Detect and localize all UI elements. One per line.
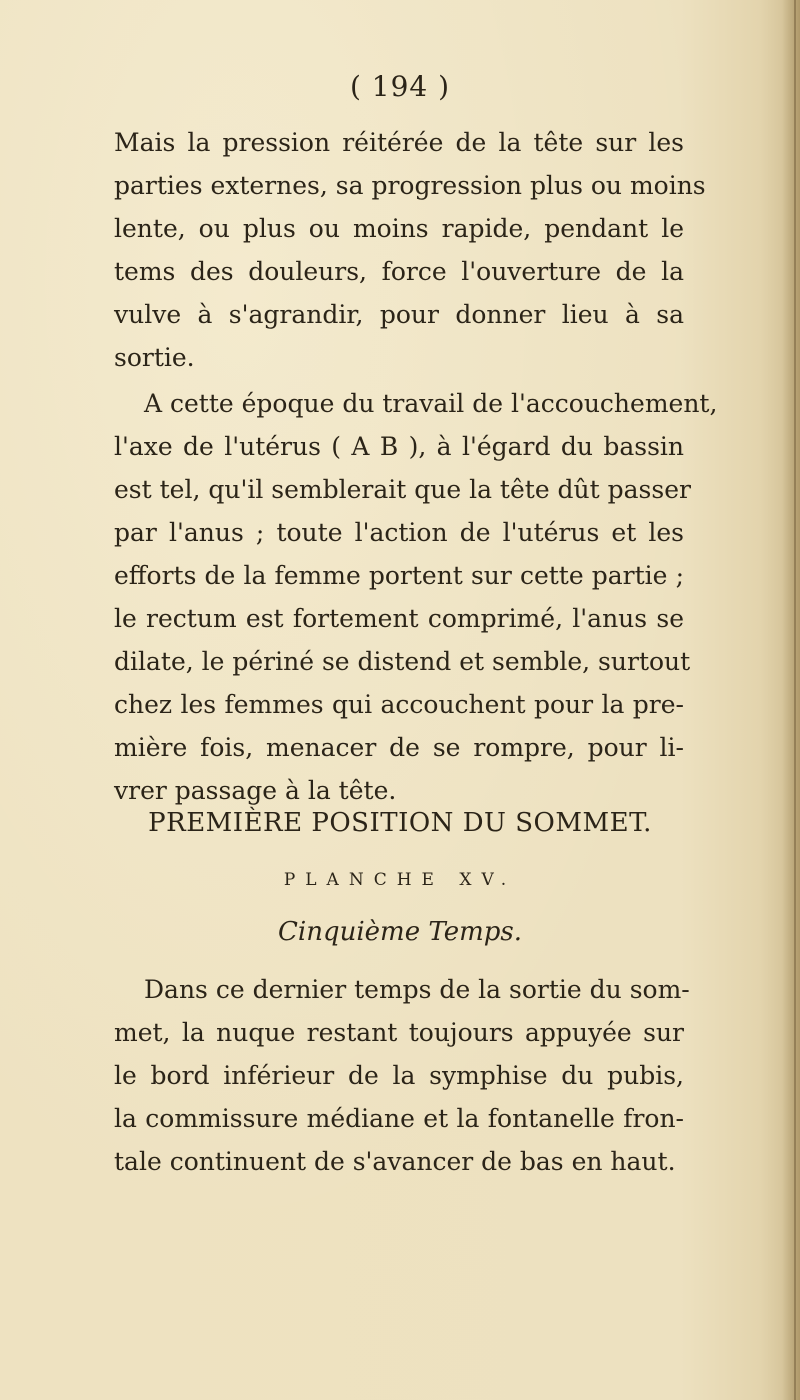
text-line: chez les femmes qui accouchent pour la pre-: [114, 690, 684, 719]
text-line: sortie.: [114, 343, 195, 372]
text-line: est tel, qu'il semblerait que la tête dût passer: [114, 475, 691, 504]
section-heading: PREMIÈRE POSITION DU SOMMET.: [148, 808, 652, 838]
text-line: vrer passage à la tête.: [114, 776, 397, 805]
text-line: lente, ou plus ou moins rapide, pendant le: [114, 214, 684, 243]
page-edge-line: [794, 0, 796, 1400]
text-line: tale continuent de s'avancer de bas en haut.: [114, 1147, 676, 1176]
text-line: le rectum est fortement comprimé, l'anus se: [114, 604, 684, 633]
text-line: Mais la pression réitérée de la tête sur les: [114, 128, 684, 157]
section-subheading: Cinquième Temps.: [278, 917, 522, 947]
plate-label: PLANCHE XV.: [283, 870, 517, 890]
text-line: le bord inférieur de la symphise du pubis,: [114, 1061, 684, 1090]
page-number: ( 194 ): [349, 70, 451, 103]
text-line: met, la nuque restant toujours appuyée sur: [114, 1018, 684, 1047]
paragraph-1: [114, 121, 706, 379]
text-line: parties externes, sa progression plus ou moins: [114, 171, 706, 200]
paragraph-2: [114, 382, 718, 812]
text-line: tems des douleurs, force l'ouverture de la: [114, 257, 684, 286]
page-edge-shadow: [782, 0, 800, 1400]
text-line: A cette époque du travail de l'accouchement,: [144, 389, 718, 418]
paragraph-3: [114, 968, 690, 1183]
text-line: Dans ce dernier temps de la sortie du som-: [144, 975, 690, 1004]
text-line: mière fois, menacer de se rompre, pour li-: [114, 733, 684, 762]
text-line: par l'anus ; toute l'action de l'utérus et les: [114, 518, 684, 547]
text-line: efforts de la femme portent sur cette partie ;: [114, 561, 684, 590]
text-line: vulve à s'agrandir, pour donner lieu à sa: [114, 300, 684, 329]
text-line: dilate, le périné se distend et semble, surtout: [114, 647, 691, 676]
text-line: l'axe de l'utérus ( A B ), à l'égard du bassin: [114, 432, 684, 461]
text-line: la commissure médiane et la fontanelle fron-: [114, 1104, 684, 1133]
